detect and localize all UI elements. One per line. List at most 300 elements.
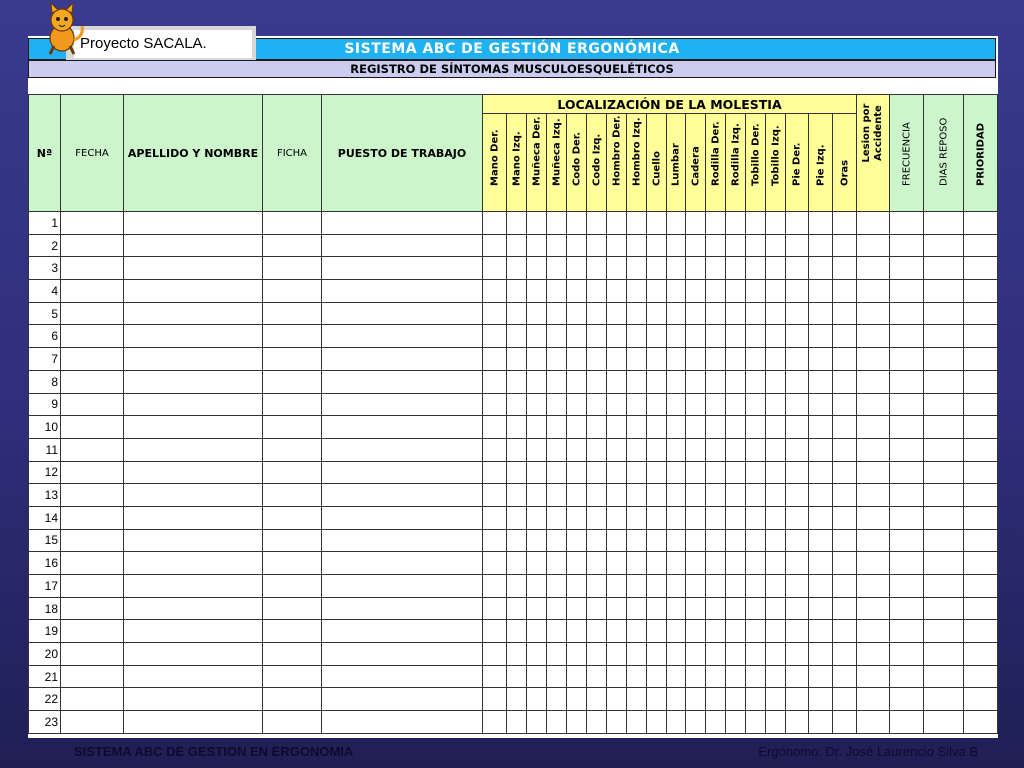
entry-cell[interactable] xyxy=(607,325,627,348)
entry-cell[interactable] xyxy=(322,506,483,529)
entry-cell[interactable] xyxy=(647,212,667,235)
entry-cell[interactable] xyxy=(706,711,726,734)
entry-cell[interactable] xyxy=(766,688,786,711)
entry-cell[interactable] xyxy=(61,552,124,575)
entry-cell[interactable] xyxy=(766,325,786,348)
entry-cell[interactable] xyxy=(483,325,507,348)
entry-cell[interactable] xyxy=(322,438,483,461)
entry-cell[interactable] xyxy=(964,484,998,507)
entry-cell[interactable] xyxy=(726,212,746,235)
entry-cell[interactable] xyxy=(924,416,964,439)
entry-cell[interactable] xyxy=(786,370,809,393)
entry-cell[interactable] xyxy=(726,393,746,416)
entry-cell[interactable] xyxy=(809,529,833,552)
entry-cell[interactable] xyxy=(547,416,567,439)
entry-cell[interactable] xyxy=(607,280,627,303)
entry-cell[interactable] xyxy=(890,529,924,552)
entry-cell[interactable] xyxy=(766,711,786,734)
entry-cell[interactable] xyxy=(483,438,507,461)
entry-cell[interactable] xyxy=(483,257,507,280)
entry-cell[interactable] xyxy=(61,461,124,484)
entry-cell[interactable] xyxy=(890,597,924,620)
entry-cell[interactable] xyxy=(857,711,890,734)
entry-cell[interactable] xyxy=(322,620,483,643)
entry-cell[interactable] xyxy=(527,620,547,643)
entry-cell[interactable] xyxy=(647,665,667,688)
entry-cell[interactable] xyxy=(726,280,746,303)
entry-cell[interactable] xyxy=(507,484,527,507)
entry-cell[interactable] xyxy=(924,575,964,598)
entry-cell[interactable] xyxy=(964,620,998,643)
entry-cell[interactable] xyxy=(706,280,726,303)
entry-cell[interactable] xyxy=(567,643,587,666)
entry-cell[interactable] xyxy=(567,257,587,280)
entry-cell[interactable] xyxy=(627,302,647,325)
entry-cell[interactable] xyxy=(686,212,706,235)
entry-cell[interactable] xyxy=(647,484,667,507)
entry-cell[interactable] xyxy=(263,280,322,303)
entry-cell[interactable] xyxy=(809,711,833,734)
entry-cell[interactable] xyxy=(263,529,322,552)
entry-cell[interactable] xyxy=(833,575,857,598)
entry-cell[interactable] xyxy=(607,484,627,507)
entry-cell[interactable] xyxy=(527,325,547,348)
entry-cell[interactable] xyxy=(964,552,998,575)
entry-cell[interactable] xyxy=(263,438,322,461)
entry-cell[interactable] xyxy=(857,575,890,598)
entry-cell[interactable] xyxy=(890,257,924,280)
entry-cell[interactable] xyxy=(890,393,924,416)
entry-cell[interactable] xyxy=(483,506,507,529)
entry-cell[interactable] xyxy=(706,212,726,235)
entry-cell[interactable] xyxy=(890,711,924,734)
entry-cell[interactable] xyxy=(964,575,998,598)
entry-cell[interactable] xyxy=(667,416,686,439)
entry-cell[interactable] xyxy=(809,552,833,575)
entry-cell[interactable] xyxy=(686,234,706,257)
entry-cell[interactable] xyxy=(124,665,263,688)
entry-cell[interactable] xyxy=(647,711,667,734)
entry-cell[interactable] xyxy=(547,461,567,484)
entry-cell[interactable] xyxy=(587,393,607,416)
entry-cell[interactable] xyxy=(627,597,647,620)
entry-cell[interactable] xyxy=(833,529,857,552)
entry-cell[interactable] xyxy=(647,302,667,325)
entry-cell[interactable] xyxy=(527,257,547,280)
entry-cell[interactable] xyxy=(124,212,263,235)
entry-cell[interactable] xyxy=(746,370,766,393)
entry-cell[interactable] xyxy=(547,506,567,529)
entry-cell[interactable] xyxy=(263,370,322,393)
entry-cell[interactable] xyxy=(647,416,667,439)
entry-cell[interactable] xyxy=(507,552,527,575)
entry-cell[interactable] xyxy=(627,529,647,552)
entry-cell[interactable] xyxy=(706,688,726,711)
entry-cell[interactable] xyxy=(857,552,890,575)
entry-cell[interactable] xyxy=(890,438,924,461)
entry-cell[interactable] xyxy=(766,506,786,529)
entry-cell[interactable] xyxy=(786,234,809,257)
entry-cell[interactable] xyxy=(124,416,263,439)
entry-cell[interactable] xyxy=(857,529,890,552)
entry-cell[interactable] xyxy=(607,302,627,325)
entry-cell[interactable] xyxy=(809,325,833,348)
entry-cell[interactable] xyxy=(766,280,786,303)
entry-cell[interactable] xyxy=(857,506,890,529)
entry-cell[interactable] xyxy=(686,325,706,348)
entry-cell[interactable] xyxy=(627,665,647,688)
entry-cell[interactable] xyxy=(507,575,527,598)
entry-cell[interactable] xyxy=(726,575,746,598)
entry-cell[interactable] xyxy=(786,484,809,507)
entry-cell[interactable] xyxy=(746,597,766,620)
entry-cell[interactable] xyxy=(587,370,607,393)
entry-cell[interactable] xyxy=(833,620,857,643)
entry-cell[interactable] xyxy=(587,597,607,620)
entry-cell[interactable] xyxy=(607,370,627,393)
entry-cell[interactable] xyxy=(833,506,857,529)
entry-cell[interactable] xyxy=(686,688,706,711)
entry-cell[interactable] xyxy=(667,711,686,734)
entry-cell[interactable] xyxy=(746,529,766,552)
entry-cell[interactable] xyxy=(567,711,587,734)
entry-cell[interactable] xyxy=(507,506,527,529)
entry-cell[interactable] xyxy=(809,280,833,303)
entry-cell[interactable] xyxy=(964,529,998,552)
entry-cell[interactable] xyxy=(647,575,667,598)
entry-cell[interactable] xyxy=(809,597,833,620)
entry-cell[interactable] xyxy=(833,711,857,734)
entry-cell[interactable] xyxy=(527,370,547,393)
entry-cell[interactable] xyxy=(547,438,567,461)
entry-cell[interactable] xyxy=(964,688,998,711)
entry-cell[interactable] xyxy=(746,280,766,303)
entry-cell[interactable] xyxy=(483,665,507,688)
entry-cell[interactable] xyxy=(786,665,809,688)
entry-cell[interactable] xyxy=(587,620,607,643)
entry-cell[interactable] xyxy=(964,416,998,439)
entry-cell[interactable] xyxy=(833,438,857,461)
entry-cell[interactable] xyxy=(483,280,507,303)
entry-cell[interactable] xyxy=(607,597,627,620)
entry-cell[interactable] xyxy=(833,665,857,688)
entry-cell[interactable] xyxy=(766,416,786,439)
entry-cell[interactable] xyxy=(766,302,786,325)
entry-cell[interactable] xyxy=(647,438,667,461)
entry-cell[interactable] xyxy=(890,234,924,257)
entry-cell[interactable] xyxy=(322,280,483,303)
entry-cell[interactable] xyxy=(890,552,924,575)
entry-cell[interactable] xyxy=(686,529,706,552)
entry-cell[interactable] xyxy=(627,257,647,280)
entry-cell[interactable] xyxy=(483,620,507,643)
entry-cell[interactable] xyxy=(124,438,263,461)
entry-cell[interactable] xyxy=(567,212,587,235)
entry-cell[interactable] xyxy=(686,370,706,393)
entry-cell[interactable] xyxy=(786,325,809,348)
entry-cell[interactable] xyxy=(263,688,322,711)
entry-cell[interactable] xyxy=(647,280,667,303)
entry-cell[interactable] xyxy=(322,393,483,416)
entry-cell[interactable] xyxy=(924,302,964,325)
entry-cell[interactable] xyxy=(322,212,483,235)
entry-cell[interactable] xyxy=(890,348,924,371)
entry-cell[interactable] xyxy=(924,325,964,348)
entry-cell[interactable] xyxy=(924,665,964,688)
entry-cell[interactable] xyxy=(547,711,567,734)
entry-cell[interactable] xyxy=(726,348,746,371)
entry-cell[interactable] xyxy=(726,461,746,484)
entry-cell[interactable] xyxy=(924,484,964,507)
entry-cell[interactable] xyxy=(726,620,746,643)
entry-cell[interactable] xyxy=(746,257,766,280)
entry-cell[interactable] xyxy=(890,506,924,529)
entry-cell[interactable] xyxy=(483,461,507,484)
entry-cell[interactable] xyxy=(61,212,124,235)
entry-cell[interactable] xyxy=(833,393,857,416)
entry-cell[interactable] xyxy=(527,529,547,552)
entry-cell[interactable] xyxy=(857,438,890,461)
entry-cell[interactable] xyxy=(587,302,607,325)
entry-cell[interactable] xyxy=(61,620,124,643)
entry-cell[interactable] xyxy=(857,416,890,439)
entry-cell[interactable] xyxy=(706,461,726,484)
entry-cell[interactable] xyxy=(706,370,726,393)
entry-cell[interactable] xyxy=(964,302,998,325)
entry-cell[interactable] xyxy=(322,529,483,552)
entry-cell[interactable] xyxy=(766,552,786,575)
entry-cell[interactable] xyxy=(263,620,322,643)
entry-cell[interactable] xyxy=(567,484,587,507)
entry-cell[interactable] xyxy=(667,257,686,280)
entry-cell[interactable] xyxy=(647,370,667,393)
entry-cell[interactable] xyxy=(587,506,607,529)
entry-cell[interactable] xyxy=(924,597,964,620)
entry-cell[interactable] xyxy=(746,575,766,598)
entry-cell[interactable] xyxy=(507,688,527,711)
entry-cell[interactable] xyxy=(667,529,686,552)
entry-cell[interactable] xyxy=(567,575,587,598)
entry-cell[interactable] xyxy=(924,643,964,666)
entry-cell[interactable] xyxy=(547,484,567,507)
entry-cell[interactable] xyxy=(833,212,857,235)
entry-cell[interactable] xyxy=(857,393,890,416)
entry-cell[interactable] xyxy=(61,506,124,529)
entry-cell[interactable] xyxy=(124,348,263,371)
entry-cell[interactable] xyxy=(667,302,686,325)
entry-cell[interactable] xyxy=(124,506,263,529)
entry-cell[interactable] xyxy=(607,348,627,371)
entry-cell[interactable] xyxy=(924,234,964,257)
entry-cell[interactable] xyxy=(507,711,527,734)
entry-cell[interactable] xyxy=(527,665,547,688)
entry-cell[interactable] xyxy=(587,438,607,461)
entry-cell[interactable] xyxy=(483,688,507,711)
entry-cell[interactable] xyxy=(686,506,706,529)
entry-cell[interactable] xyxy=(890,484,924,507)
entry-cell[interactable] xyxy=(726,529,746,552)
entry-cell[interactable] xyxy=(61,688,124,711)
entry-cell[interactable] xyxy=(627,711,647,734)
entry-cell[interactable] xyxy=(527,438,547,461)
entry-cell[interactable] xyxy=(567,597,587,620)
entry-cell[interactable] xyxy=(61,416,124,439)
entry-cell[interactable] xyxy=(263,506,322,529)
entry-cell[interactable] xyxy=(647,529,667,552)
entry-cell[interactable] xyxy=(686,597,706,620)
entry-cell[interactable] xyxy=(726,665,746,688)
entry-cell[interactable] xyxy=(667,348,686,371)
entry-cell[interactable] xyxy=(786,212,809,235)
entry-cell[interactable] xyxy=(607,711,627,734)
entry-cell[interactable] xyxy=(61,643,124,666)
entry-cell[interactable] xyxy=(964,597,998,620)
entry-cell[interactable] xyxy=(527,234,547,257)
entry-cell[interactable] xyxy=(507,438,527,461)
entry-cell[interactable] xyxy=(857,597,890,620)
entry-cell[interactable] xyxy=(322,234,483,257)
entry-cell[interactable] xyxy=(507,643,527,666)
entry-cell[interactable] xyxy=(667,280,686,303)
entry-cell[interactable] xyxy=(587,643,607,666)
entry-cell[interactable] xyxy=(857,643,890,666)
entry-cell[interactable] xyxy=(809,416,833,439)
entry-cell[interactable] xyxy=(507,234,527,257)
entry-cell[interactable] xyxy=(483,393,507,416)
entry-cell[interactable] xyxy=(924,348,964,371)
entry-cell[interactable] xyxy=(627,416,647,439)
entry-cell[interactable] xyxy=(686,643,706,666)
entry-cell[interactable] xyxy=(567,393,587,416)
entry-cell[interactable] xyxy=(809,575,833,598)
entry-cell[interactable] xyxy=(809,393,833,416)
entry-cell[interactable] xyxy=(647,688,667,711)
entry-cell[interactable] xyxy=(766,348,786,371)
entry-cell[interactable] xyxy=(627,234,647,257)
entry-cell[interactable] xyxy=(857,302,890,325)
entry-cell[interactable] xyxy=(567,688,587,711)
entry-cell[interactable] xyxy=(507,393,527,416)
entry-cell[interactable] xyxy=(857,665,890,688)
entry-cell[interactable] xyxy=(667,212,686,235)
entry-cell[interactable] xyxy=(786,506,809,529)
entry-cell[interactable] xyxy=(647,325,667,348)
entry-cell[interactable] xyxy=(61,325,124,348)
entry-cell[interactable] xyxy=(706,575,726,598)
entry-cell[interactable] xyxy=(766,529,786,552)
entry-cell[interactable] xyxy=(809,620,833,643)
entry-cell[interactable] xyxy=(809,370,833,393)
entry-cell[interactable] xyxy=(124,280,263,303)
entry-cell[interactable] xyxy=(809,484,833,507)
entry-cell[interactable] xyxy=(567,234,587,257)
entry-cell[interactable] xyxy=(964,506,998,529)
entry-cell[interactable] xyxy=(833,348,857,371)
entry-cell[interactable] xyxy=(809,348,833,371)
entry-cell[interactable] xyxy=(786,438,809,461)
entry-cell[interactable] xyxy=(547,234,567,257)
entry-cell[interactable] xyxy=(647,234,667,257)
entry-cell[interactable] xyxy=(667,484,686,507)
entry-cell[interactable] xyxy=(686,393,706,416)
entry-cell[interactable] xyxy=(507,665,527,688)
entry-cell[interactable] xyxy=(786,711,809,734)
entry-cell[interactable] xyxy=(527,461,547,484)
entry-cell[interactable] xyxy=(483,711,507,734)
entry-cell[interactable] xyxy=(964,280,998,303)
entry-cell[interactable] xyxy=(527,552,547,575)
entry-cell[interactable] xyxy=(857,370,890,393)
entry-cell[interactable] xyxy=(667,325,686,348)
entry-cell[interactable] xyxy=(607,620,627,643)
entry-cell[interactable] xyxy=(263,575,322,598)
entry-cell[interactable] xyxy=(124,552,263,575)
entry-cell[interactable] xyxy=(263,597,322,620)
entry-cell[interactable] xyxy=(686,552,706,575)
entry-cell[interactable] xyxy=(547,665,567,688)
entry-cell[interactable] xyxy=(890,370,924,393)
entry-cell[interactable] xyxy=(322,688,483,711)
entry-cell[interactable] xyxy=(483,212,507,235)
entry-cell[interactable] xyxy=(322,552,483,575)
entry-cell[interactable] xyxy=(263,234,322,257)
entry-cell[interactable] xyxy=(924,280,964,303)
entry-cell[interactable] xyxy=(964,348,998,371)
entry-cell[interactable] xyxy=(527,711,547,734)
entry-cell[interactable] xyxy=(833,325,857,348)
entry-cell[interactable] xyxy=(766,665,786,688)
entry-cell[interactable] xyxy=(726,711,746,734)
entry-cell[interactable] xyxy=(61,234,124,257)
entry-cell[interactable] xyxy=(726,643,746,666)
entry-cell[interactable] xyxy=(263,348,322,371)
entry-cell[interactable] xyxy=(833,597,857,620)
entry-cell[interactable] xyxy=(746,438,766,461)
entry-cell[interactable] xyxy=(61,280,124,303)
entry-cell[interactable] xyxy=(547,257,567,280)
entry-cell[interactable] xyxy=(483,575,507,598)
entry-cell[interactable] xyxy=(786,302,809,325)
entry-cell[interactable] xyxy=(647,620,667,643)
entry-cell[interactable] xyxy=(746,665,766,688)
entry-cell[interactable] xyxy=(890,416,924,439)
entry-cell[interactable] xyxy=(124,484,263,507)
entry-cell[interactable] xyxy=(667,665,686,688)
entry-cell[interactable] xyxy=(667,438,686,461)
entry-cell[interactable] xyxy=(706,665,726,688)
entry-cell[interactable] xyxy=(890,325,924,348)
entry-cell[interactable] xyxy=(686,711,706,734)
entry-cell[interactable] xyxy=(786,552,809,575)
entry-cell[interactable] xyxy=(706,620,726,643)
entry-cell[interactable] xyxy=(890,461,924,484)
entry-cell[interactable] xyxy=(706,325,726,348)
entry-cell[interactable] xyxy=(547,212,567,235)
entry-cell[interactable] xyxy=(627,348,647,371)
entry-cell[interactable] xyxy=(924,552,964,575)
entry-cell[interactable] xyxy=(647,506,667,529)
entry-cell[interactable] xyxy=(607,257,627,280)
entry-cell[interactable] xyxy=(507,325,527,348)
entry-cell[interactable] xyxy=(833,234,857,257)
entry-cell[interactable] xyxy=(833,302,857,325)
entry-cell[interactable] xyxy=(924,529,964,552)
entry-cell[interactable] xyxy=(567,620,587,643)
entry-cell[interactable] xyxy=(527,302,547,325)
entry-cell[interactable] xyxy=(587,529,607,552)
entry-cell[interactable] xyxy=(322,302,483,325)
entry-cell[interactable] xyxy=(61,348,124,371)
